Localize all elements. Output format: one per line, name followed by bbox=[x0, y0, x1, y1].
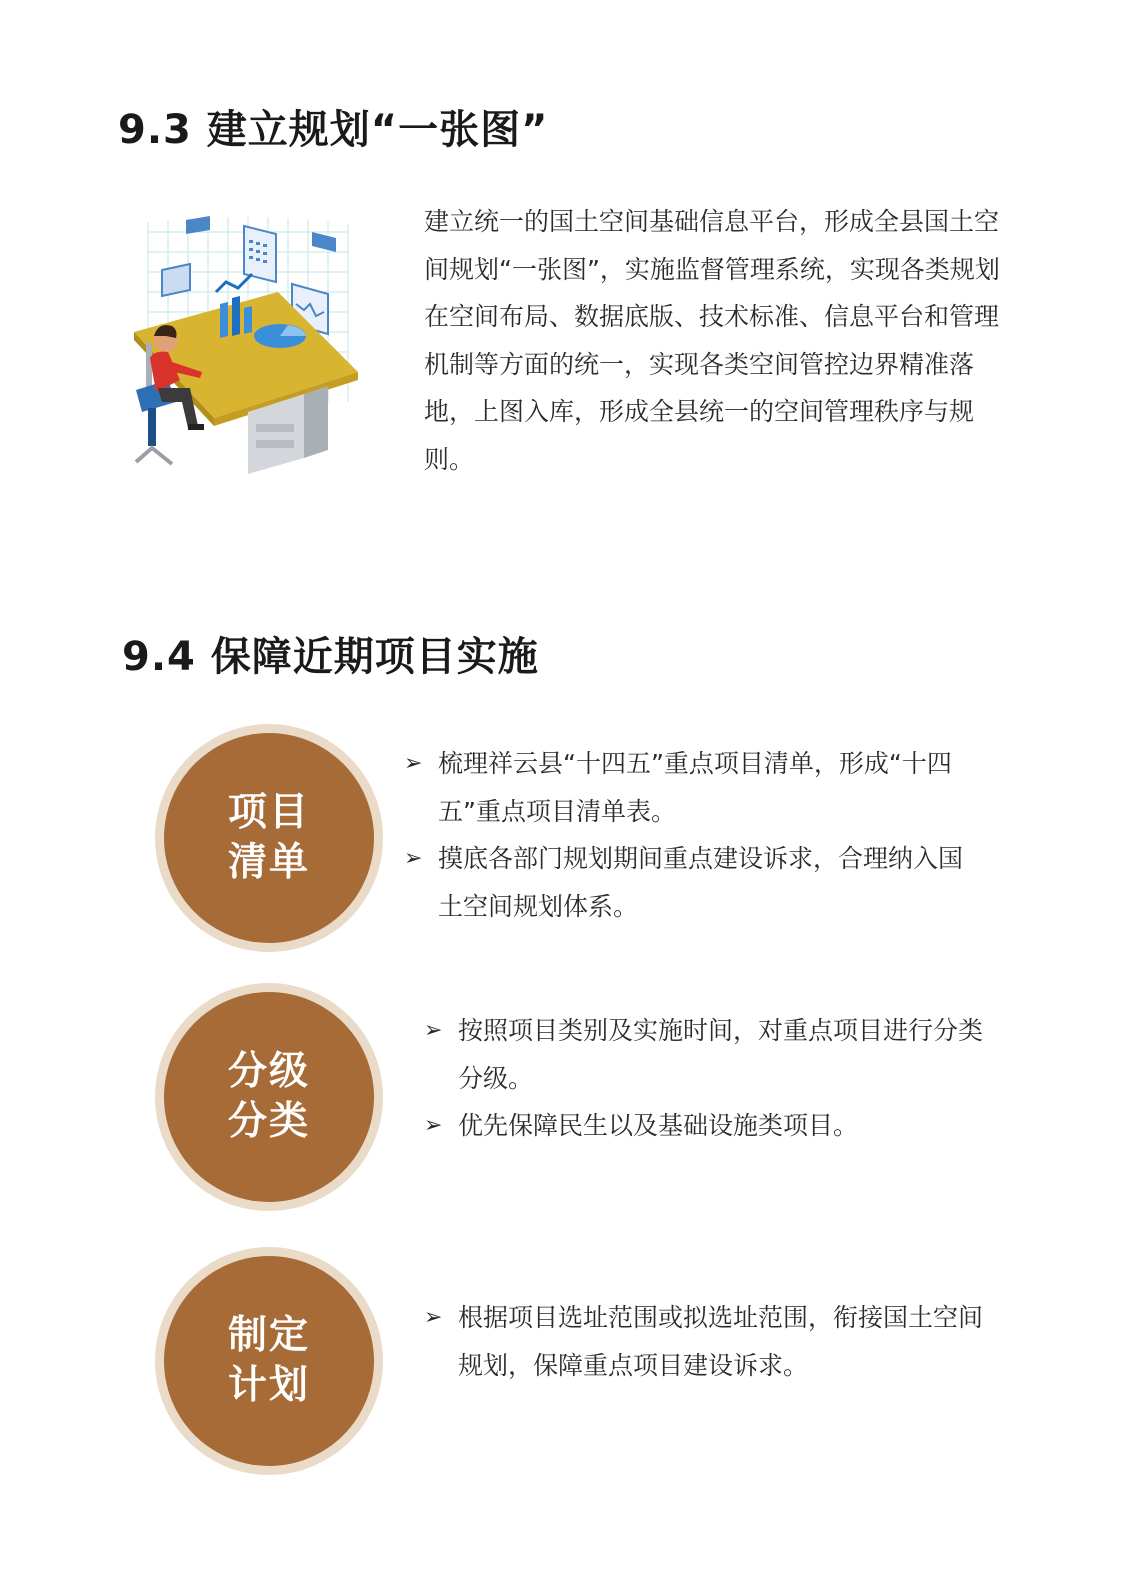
circle-label-line1: 分级 bbox=[227, 1049, 310, 1094]
section-93-paragraph: 建立统一的国土空间基础信息平台，形成全县国土空间规划“一张图”，实施监督管理系统，实现各类规划在空间布局、数据底版、技术标准、信息平台和管理机制等方面的统一，实现各类空间管控边界精准落地，上图入库，形成全县统一的空间管理秩序与规则。 bbox=[424, 207, 1000, 474]
circle-label-line2: 计划 bbox=[227, 1363, 310, 1408]
project-list-circle bbox=[155, 724, 383, 952]
circle-label-line1: 项目 bbox=[227, 790, 310, 835]
list-item bbox=[424, 1007, 984, 1102]
bullet-text: 根据项目选址范围或拟选址范围，衔接国土空间规划，保障重点项目建设诉求。 bbox=[458, 1303, 984, 1380]
list-item bbox=[424, 1294, 984, 1389]
list-item bbox=[404, 740, 984, 835]
list-item bbox=[424, 1102, 984, 1150]
arrow-bullet-icon: ➢ bbox=[424, 1113, 443, 1138]
project-list-bullets bbox=[404, 740, 984, 930]
section-93-title: 9.3 建立规划“一张图” bbox=[118, 107, 549, 153]
plan-circle bbox=[155, 1247, 383, 1475]
classification-circle bbox=[155, 983, 383, 1211]
arrow-bullet-icon: ➢ bbox=[424, 1018, 443, 1043]
list-item bbox=[404, 835, 984, 930]
arrow-bullet-icon: ➢ bbox=[424, 1305, 443, 1330]
circle-label-line2: 清单 bbox=[227, 840, 310, 885]
plan-bullets bbox=[424, 1294, 984, 1389]
bullet-text: 摸底各部门规划期间重点建设诉求，合理纳入国土空间规划体系。 bbox=[438, 844, 964, 921]
bullet-text: 梳理祥云县“十四五”重点项目清单，形成“十四五”重点项目清单表。 bbox=[438, 749, 952, 826]
circle-label-line1: 制定 bbox=[227, 1313, 310, 1358]
circle-label-line2: 分类 bbox=[227, 1099, 310, 1144]
office-worker-desk-illustration bbox=[128, 212, 364, 474]
arrow-bullet-icon: ➢ bbox=[404, 846, 423, 871]
bullet-text: 优先保障民生以及基础设施类项目。 bbox=[458, 1111, 859, 1140]
classification-bullets bbox=[424, 1007, 984, 1150]
section-94-title: 9.4 保障近期项目实施 bbox=[122, 634, 539, 680]
arrow-bullet-icon: ➢ bbox=[404, 751, 423, 776]
bullet-text: 按照项目类别及实施时间，对重点项目进行分类分级。 bbox=[458, 1016, 984, 1093]
